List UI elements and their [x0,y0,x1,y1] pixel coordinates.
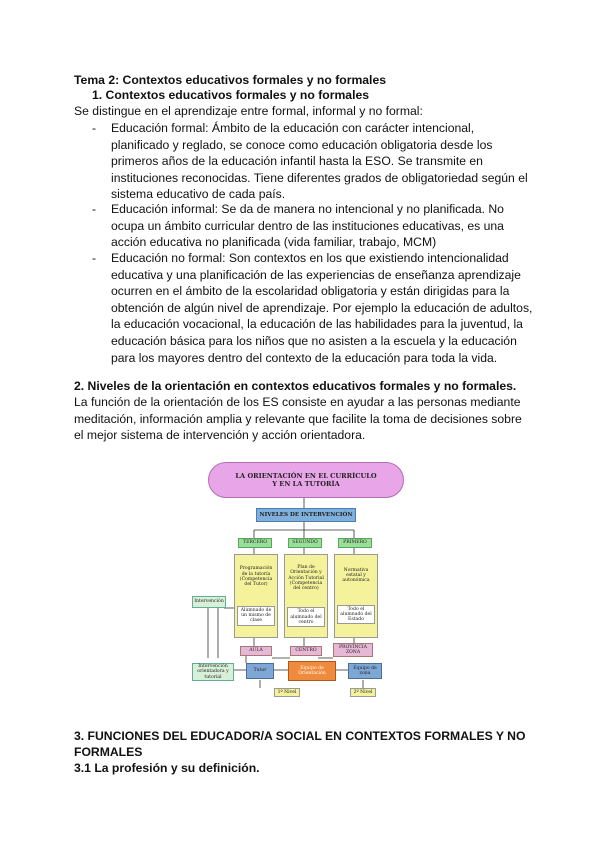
intervencion-orientadora-box: Intervención orientadora y tutorial [192,663,234,681]
equipo-orientacion-box: Equipo de Orientación [288,661,336,681]
orientation-diagram [188,458,420,704]
paragraph-line: meditación, información amplia y relevante que facilite la toma de decisiones sobre [74,411,522,426]
paragraph-line: el mejor sistema de intervención y acción orientadora. [74,428,366,443]
column-plan-centro-top: Plan de Orientación y Acción Tutorial (Competencia del centro) [288,565,324,591]
paragraph-line: La función de la orientación de los ES consiste en ayudar a las personas mediante [74,395,521,409]
equipo-zona-box: Equipo de zona [348,663,382,679]
bullet-line: Educación informal: Se da de manera no intencional y no planificada. No [111,202,504,216]
bullet-line: Educación no formal: Son contextos en los que existiendo intencionalidad [111,251,509,265]
section-2-paragraph [74,394,544,444]
bullet-line: acción educativa no planificada (vida familiar, trabajo, MCM) [111,235,437,250]
bullet-line: ocurren en el ámbito de la escolaridad obligatoria y están dirigidas para la [111,284,510,299]
bullet-line: ocupa un ámbito curricular dentro de las instituciones educativas, es una [111,218,504,233]
section-2-heading: 2. Niveles de la orientación en contextos educativos formales y no formales. [74,379,517,393]
level-tag-primero: PRIMERO [338,538,372,548]
intervencion-box: Intervención [192,596,226,608]
bullet-line: Educación formal: Ámbito de la educación con carácter intencional, [111,121,475,135]
bullet-no-formal [111,250,561,366]
section-3-heading-line-2: FORMALES [74,745,143,759]
section-3-heading-line-1: 3. FUNCIONES DEL EDUCADOR/A SOCIAL EN CONTEXTOS FORMALES Y NO [74,729,526,743]
bullet-informal [111,201,561,251]
bullet-line: instituciones reconocidas. Tiene diferentes grados de obligatoriedad según el [111,170,528,185]
diagram-title-line: Y EN LA TUTORÍA [272,480,340,488]
bullet-line: para los mayores dentro del contexto de la educación para toda la vida. [111,350,498,365]
bullet-line: educativa y una planificación de las experiencias de enseñanza aprendizaje [111,267,521,282]
diagram-title-line: LA ORIENTACIÓN EN EL CURRÍCULO [235,472,377,480]
bullet-line: la educación vocacional, la educación de las habilidades para la juventud, la [111,317,523,332]
provincia-zona-box: PROVINCIA ZONA [333,643,373,657]
column-tutoria-bottom: Alumnado de un mismo de clase [237,606,275,626]
bullet-line: obtención de algún nivel de aprendizaje. Por ejemplo la educación de adultos, [111,300,533,315]
column-plan-centro [284,554,328,638]
document-title: Tema 2: Contextos educativos formales y no formales [74,73,387,87]
section-1-heading: 1. Contextos educativos formales y no formales [92,88,370,102]
bullet-dash-3: - [92,251,97,265]
level-tag-tercero: TERCERO [238,538,272,548]
nivel-2-label: 2º Nivel [350,688,376,697]
level-tag-segundo: SEGUNDO [288,538,322,548]
bullet-line: primeros años de la educación infantil hasta la ESO. Se transmite en [111,154,483,169]
section-3-1-heading: 3.1 La profesión y su definición. [74,761,260,775]
column-normativa [334,554,378,638]
section-1-intro: Se distingue en el aprendizaje entre formal, informal y no formal: [74,104,423,118]
bullet-line: sistema educativo de cada país. [111,187,286,202]
centro-box: CENTRO [290,646,322,656]
column-normativa-bottom: Todo el alumnado del Estado [337,605,375,625]
nivel-1-label: 1º Nivel [274,688,300,697]
aula-box: AULA [240,646,272,656]
bullet-dash-1: - [92,121,97,135]
column-normativa-top: Normativa estatal y autonómica [342,567,370,584]
diagram-title [208,462,404,498]
column-plan-centro-bottom: Todo el alumnado del centro [287,607,325,627]
bullet-line: planificado y reglado, se conoce como educación obligatoria desde los [111,137,493,152]
bullet-line: educación básica para los niños que no asisten a la escuela y la educación [111,333,517,348]
bullet-formal [111,120,561,203]
niveles-intervencion-box: NIVELES DE INTERVENCIÓN [256,508,356,522]
column-tutoria [234,554,278,638]
bullet-dash-2: - [92,202,97,216]
tutor-box: Tutor [246,663,274,679]
column-tutoria-top: Programación de la tutoría (Competencia del Tutor) [239,566,273,587]
